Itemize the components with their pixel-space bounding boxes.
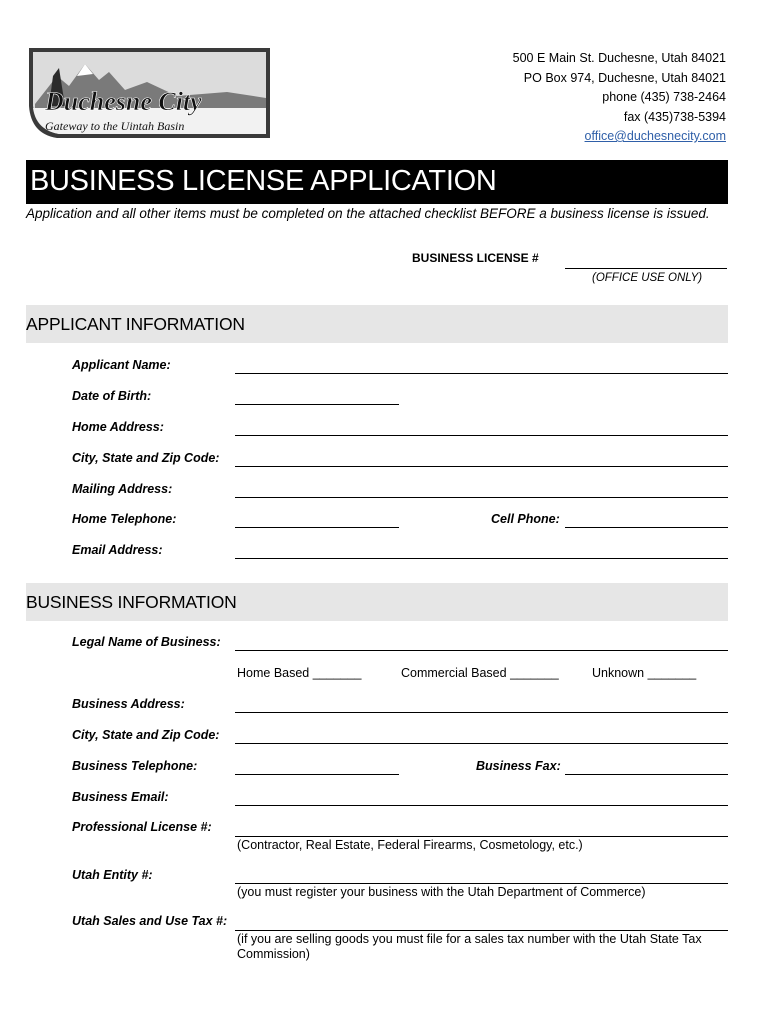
- license-number-label: BUSINESS LICENSE #: [412, 251, 539, 265]
- contact-email-link[interactable]: office@duchesnecity.com: [584, 129, 726, 143]
- email-address-label: Email Address:: [72, 543, 163, 557]
- contact-fax: fax (435)738-5394: [623, 109, 726, 124]
- applicant-city-state-zip-label: City, State and Zip Code:: [72, 451, 220, 465]
- utah-entity-label: Utah Entity #:: [72, 868, 153, 882]
- cell-phone-field[interactable]: [565, 527, 728, 528]
- business-telephone-field[interactable]: [235, 774, 399, 775]
- license-number-field[interactable]: [565, 268, 727, 269]
- sales-tax-field[interactable]: [235, 930, 728, 931]
- home-based-option[interactable]: Home Based _______: [237, 666, 362, 680]
- contact-phone: phone (435) 738-2464: [602, 90, 726, 104]
- legal-name-label: Legal Name of Business:: [72, 635, 221, 649]
- business-email-label: Business Email:: [72, 790, 169, 804]
- applicant-city-state-zip-field[interactable]: [235, 466, 728, 467]
- business-telephone-label: Business Telephone:: [72, 759, 198, 773]
- business-fax-field[interactable]: [565, 774, 728, 775]
- page-title: BUSINESS LICENSE APPLICATION: [30, 165, 497, 197]
- contact-street: 500 E Main St. Duchesne, Utah 84021: [512, 51, 726, 65]
- cell-phone-label: Cell Phone:: [491, 512, 560, 526]
- title-bar: [26, 160, 728, 204]
- business-city-state-zip-label: City, State and Zip Code:: [72, 728, 220, 742]
- business-fax-label: Business Fax:: [476, 759, 561, 773]
- home-address-label: Home Address:: [72, 420, 164, 434]
- professional-license-note: (Contractor, Real Estate, Federal Firearms, Cosmetology, etc.): [237, 838, 583, 852]
- mailing-address-field[interactable]: [235, 497, 728, 498]
- home-telephone-field[interactable]: [235, 527, 399, 528]
- commercial-based-option[interactable]: Commercial Based _______: [401, 666, 559, 680]
- business-section-header: [26, 583, 728, 621]
- dob-field[interactable]: [235, 404, 399, 405]
- home-telephone-label: Home Telephone:: [72, 512, 177, 526]
- sales-tax-label: Utah Sales and Use Tax #:: [72, 914, 228, 928]
- legal-name-field[interactable]: [235, 650, 728, 651]
- business-address-field[interactable]: [235, 712, 728, 713]
- contact-block: [513, 49, 726, 147]
- intro-text: Application and all other items must be completed on the attached checklist BEFORE a business license is issued.: [26, 206, 710, 221]
- professional-license-label: Professional License #:: [72, 820, 212, 834]
- logo-name: Duchesne City: [45, 87, 202, 116]
- duchesne-city-logo: [27, 46, 272, 140]
- professional-license-field[interactable]: [235, 836, 728, 837]
- utah-entity-field[interactable]: [235, 883, 728, 884]
- applicant-name-field[interactable]: [235, 373, 728, 374]
- dob-label: Date of Birth:: [72, 389, 152, 403]
- sales-tax-note: (if you are selling goods you must file for a sales tax number with the Utah State Tax Commission): [237, 932, 702, 961]
- business-section-title: BUSINESS INFORMATION: [26, 592, 237, 612]
- utah-entity-note: (you must register your business with the Utah Department of Commerce): [237, 885, 646, 899]
- business-address-label: Business Address:: [72, 697, 185, 711]
- mailing-address-label: Mailing Address:: [72, 482, 173, 496]
- home-address-field[interactable]: [235, 435, 728, 436]
- logo-tagline: Gateway to the Uintah Basin: [45, 119, 185, 133]
- business-city-state-zip-field[interactable]: [235, 743, 728, 744]
- applicant-section-title: APPLICANT INFORMATION: [26, 314, 245, 334]
- applicant-name-label: Applicant Name:: [72, 358, 171, 372]
- email-address-field[interactable]: [235, 558, 728, 559]
- applicant-section-header: [26, 305, 728, 343]
- office-use-note: (OFFICE USE ONLY): [592, 272, 703, 284]
- unknown-option[interactable]: Unknown _______: [592, 666, 697, 680]
- business-email-field[interactable]: [235, 805, 728, 806]
- contact-po-box: PO Box 974, Duchesne, Utah 84021: [523, 70, 726, 85]
